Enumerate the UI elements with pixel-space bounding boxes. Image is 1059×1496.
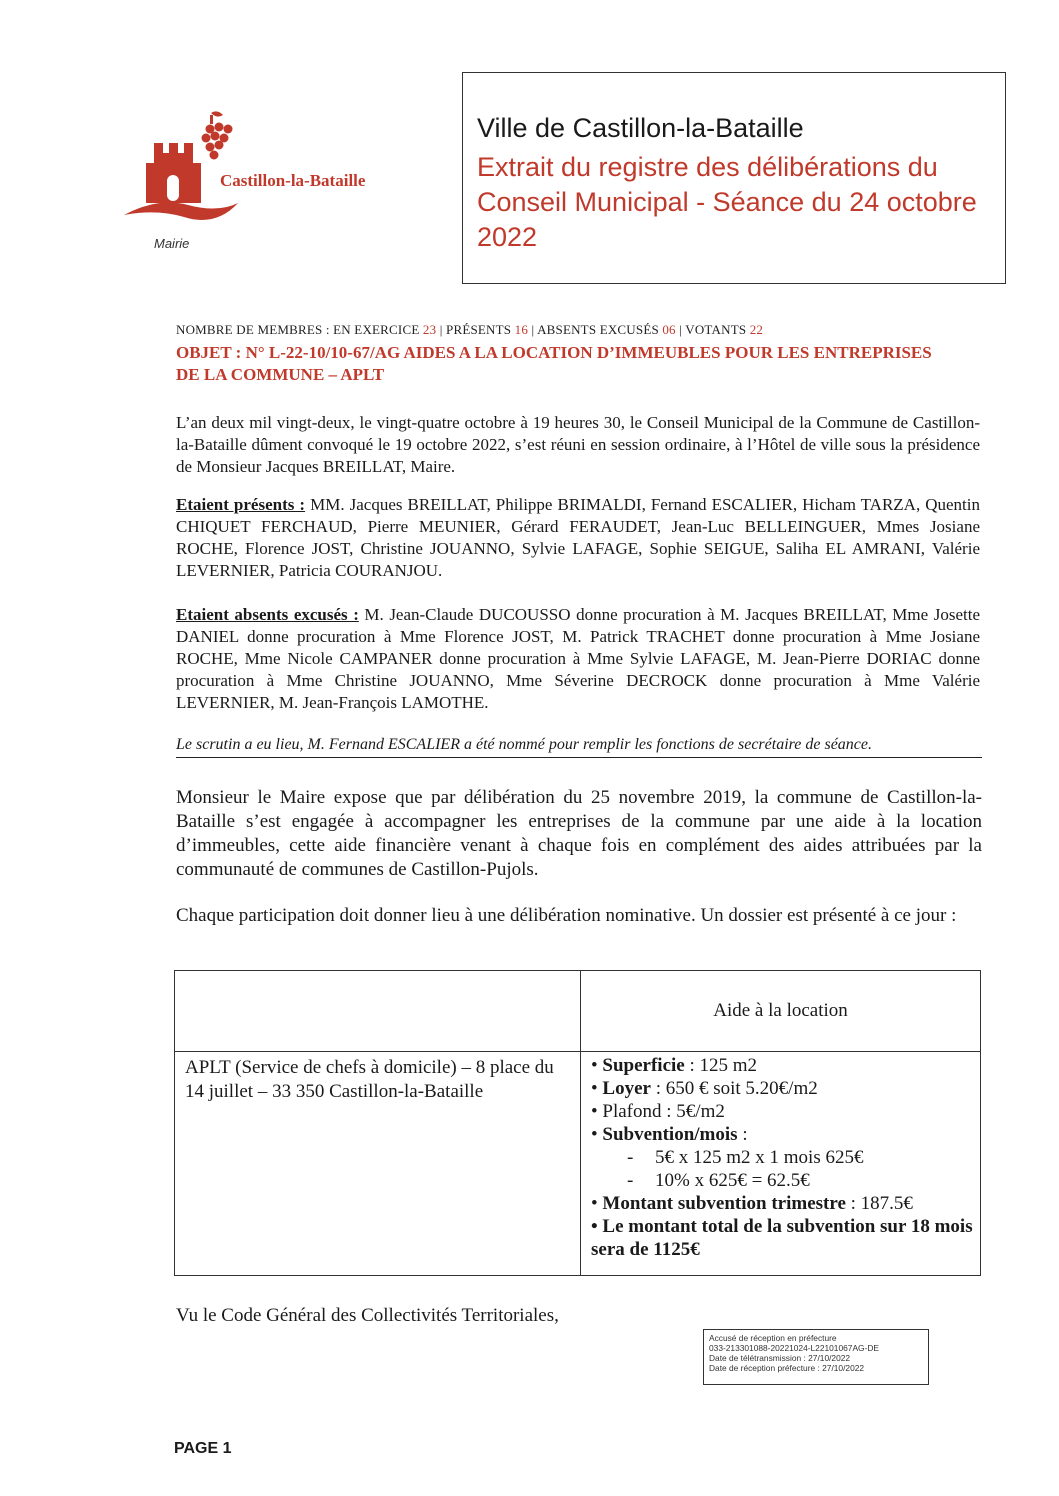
intro-paragraph: L’an deux mil vingt-deux, le vingt-quatre octobre à 19 heures 30, le Conseil Municipal de la Commune de Castillon-la-Bataille dûment convoqué le 19 octobre 2022, s’est réuni en session ordinaire, à l’Hôtel de ville sous la présidence de Monsieur Jacques BREILLAT, Maire. <box>176 413 980 476</box>
detail-calc-1: - 5€ x 125 m2 x 1 mois 625€ <box>627 1147 864 1168</box>
cgct-line: Vu le Code Général des Collectivités Territoriales, <box>176 1305 559 1326</box>
table-header-left <box>175 971 581 1052</box>
expose-paragraph: Monsieur le Maire expose que par délibération du 25 novembre 2019, la commune de Castillon-la-Bataille s’est engagée à accompagner les entreprises de la commune par une aide à la location d’immeubles, cette aide financière venant à chaque fois en complément des aides attribuées par la communauté de communes de Castillon-Pujols. <box>176 787 982 880</box>
document-title-box <box>462 72 1006 284</box>
detail-trimestre: • Montant subvention trimestre : 187.5€ <box>591 1193 913 1214</box>
absents-list: M. Jean-Claude DUCOUSSO donne procuration à M. Jacques BREILLAT, Mme Josette DANIEL donne procuration à Mme Florence JOST, M. Patrick TRACHET donne procuration à Mme Josiane ROCHE, Mme Nicole CAMPANER donne procuration à Mme Sylvie LAFAGE, M. Jean-Pierre DORIAC donne procuration à Mme Christine JOUANNO, Mme Séverine DECROCK donne procuration à Mme Valérie LEVERNIER, M. Jean-François LAMOTHE. <box>176 605 980 712</box>
detail-total: • Le montant total de la subvention sur 18 mois sera de 1125€ <box>591 1216 973 1260</box>
absents-paragraph <box>176 604 980 714</box>
detail-calc-2: - 10% x 625€ = 62.5€ <box>627 1170 810 1191</box>
logo-wordmark: Castillon-la-Bataille <box>220 171 366 190</box>
castle-grapes-icon <box>118 105 278 235</box>
participation-paragraph: Chaque participation doit donner lieu à une délibération nominative. Un dossier est présenté à ce jour : <box>176 905 957 926</box>
members-prefix: NOMBRE DE MEMBRES : EN EXERCICE <box>176 322 420 337</box>
stamp-line-4: Date de réception préfecture : 27/10/2022 <box>709 1363 865 1373</box>
members-votants-label: | VOTANTS <box>679 322 747 337</box>
table-header-right: Aide à la location <box>581 971 981 1052</box>
beneficiary-cell: APLT (Service de chefs à domicile) – 8 place du 14 juillet – 33 350 Castillon-la-Bataille <box>175 1052 581 1276</box>
members-presents: 16 <box>514 322 529 337</box>
members-absents: 06 <box>662 322 676 337</box>
presents-list: MM. Jacques BREILLAT, Philippe BRIMALDI, Fernand ESCALIER, Hicham TARZA, Quentin CHIQUET FERCHAUD, Pierre MEUNIER, Gérard FERAUDET, Jean-Luc BELLEINGUER, Mmes Josiane ROCHE, Florence JOST, Christine JOUANNO, Sylvie LAFAGE, Sophie SEIGUE, Saliha EL AMRANI, Valérie LEVERNIER, Patricia COURANJOU. <box>176 495 980 580</box>
absents-label: Etaient absents excusés : <box>176 605 359 624</box>
page-number: PAGE 1 <box>174 1440 232 1457</box>
stamp-line-3: Date de télétransmission : 27/10/2022 <box>709 1353 851 1363</box>
register-title: Extrait du registre des délibérations du Conseil Municipal - Séance du 24 octobre 2022 <box>477 152 977 252</box>
detail-loyer: • Loyer : 650 € soit 5.20€/m2 <box>591 1078 818 1099</box>
stamp-line-2: 033-213301088-20221024-L22101067AG-DE <box>709 1343 879 1353</box>
deliberation-subject: OBJET : N° L-22-10/10-67/AG AIDES A LA LOCATION D’IMMEUBLES POUR LES ENTREPRISES DE LA COMMUNE – APLT <box>176 343 932 384</box>
detail-subvention-mois: • Subvention/mois : <box>591 1124 748 1145</box>
detail-plafond: • Plafond : 5€/m2 <box>591 1101 725 1122</box>
detail-superficie: • Superficie : 125 m2 <box>591 1055 758 1076</box>
members-absents-label: | ABSENTS EXCUSÉS <box>531 322 659 337</box>
aid-table <box>174 970 981 1276</box>
town-title: Ville de Castillon-la-Bataille <box>477 113 804 143</box>
members-en-exercice: 23 <box>422 322 437 337</box>
members-presents-label: | PRÉSENTS <box>439 322 512 337</box>
members-count-line <box>176 322 763 338</box>
presents-label: Etaient présents : <box>176 495 306 514</box>
stamp-line-1: Accusé de réception en préfecture <box>709 1333 837 1343</box>
table-row <box>175 1052 981 1276</box>
members-votants: 22 <box>749 322 764 337</box>
municipal-logo <box>118 105 418 260</box>
table-header-row <box>175 971 981 1052</box>
prefecture-receipt-stamp <box>703 1329 929 1385</box>
scrutin-statement: Le scrutin a eu lieu, M. Fernand ESCALIER a été nommé pour remplir les fonctions de secrétaire de séance. <box>176 736 982 758</box>
logo-caption: Mairie <box>154 236 190 251</box>
presents-paragraph <box>176 494 980 582</box>
aid-details-cell <box>581 1052 981 1276</box>
